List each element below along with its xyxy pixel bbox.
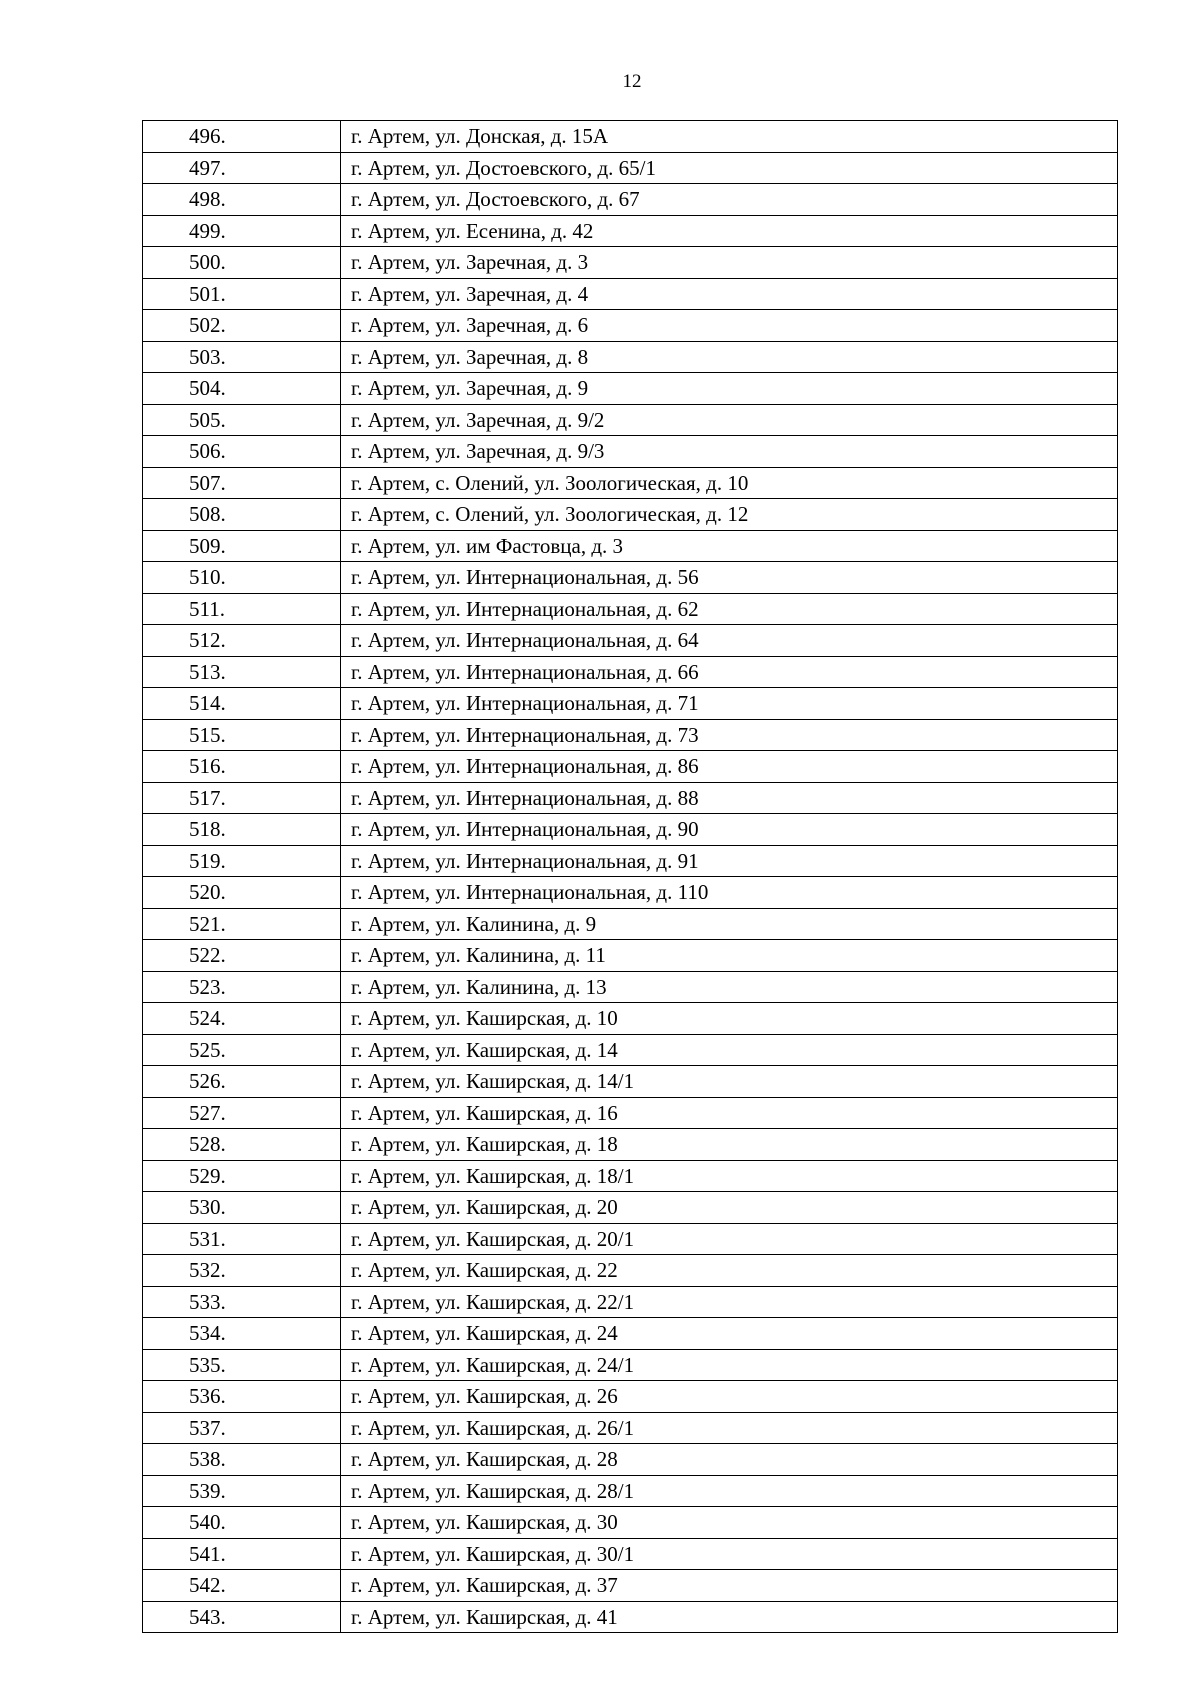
row-number-cell: 502. [143, 310, 341, 342]
table-row [143, 1286, 1118, 1318]
row-number-cell: 524. [143, 1003, 341, 1035]
row-number-cell: 498. [143, 184, 341, 216]
table-row [143, 940, 1118, 972]
row-number-cell: 500. [143, 247, 341, 279]
table-row [143, 1601, 1118, 1633]
table-row [143, 845, 1118, 877]
address-cell: г. Артем, ул. Заречная, д. 3 [341, 247, 1118, 279]
table-row [143, 625, 1118, 657]
table-row [143, 971, 1118, 1003]
table-row [143, 1507, 1118, 1539]
table-row [143, 1160, 1118, 1192]
address-cell: г. Артем, ул. Каширская, д. 30/1 [341, 1538, 1118, 1570]
address-cell: г. Артем, ул. Каширская, д. 22 [341, 1255, 1118, 1287]
table-row [143, 593, 1118, 625]
table-row [143, 1570, 1118, 1602]
row-number-cell: 533. [143, 1286, 341, 1318]
row-number-cell: 540. [143, 1507, 341, 1539]
address-cell: г. Артем, ул. Каширская, д. 28/1 [341, 1475, 1118, 1507]
row-number-cell: 508. [143, 499, 341, 531]
table-row [143, 1066, 1118, 1098]
table-row [143, 1034, 1118, 1066]
table-row [143, 184, 1118, 216]
table-row [143, 1475, 1118, 1507]
address-cell: г. Артем, ул. Калинина, д. 11 [341, 940, 1118, 972]
address-cell: г. Артем, ул. Достоевского, д. 67 [341, 184, 1118, 216]
row-number-cell: 527. [143, 1097, 341, 1129]
address-cell: г. Артем, ул. Есенина, д. 42 [341, 215, 1118, 247]
address-cell: г. Артем, ул. Каширская, д. 26 [341, 1381, 1118, 1413]
row-number-cell: 526. [143, 1066, 341, 1098]
address-cell: г. Артем, ул. Каширская, д. 37 [341, 1570, 1118, 1602]
row-number-cell: 521. [143, 908, 341, 940]
row-number-cell: 519. [143, 845, 341, 877]
row-number-cell: 505. [143, 404, 341, 436]
address-cell: г. Артем, ул. Интернациональная, д. 110 [341, 877, 1118, 909]
table-row [143, 1381, 1118, 1413]
table-row [143, 1003, 1118, 1035]
table-row [143, 373, 1118, 405]
row-number-cell: 509. [143, 530, 341, 562]
address-cell: г. Артем, ул. Каширская, д. 22/1 [341, 1286, 1118, 1318]
address-cell: г. Артем, ул. Интернациональная, д. 86 [341, 751, 1118, 783]
table-row [143, 310, 1118, 342]
address-cell: г. Артем, ул. Каширская, д. 16 [341, 1097, 1118, 1129]
row-number-cell: 528. [143, 1129, 341, 1161]
table-row [143, 467, 1118, 499]
row-number-cell: 539. [143, 1475, 341, 1507]
row-number-cell: 497. [143, 152, 341, 184]
row-number-cell: 515. [143, 719, 341, 751]
address-cell: г. Артем, с. Олений, ул. Зоологическая, д. 12 [341, 499, 1118, 531]
address-cell: г. Артем, ул. Заречная, д. 9 [341, 373, 1118, 405]
row-number-cell: 525. [143, 1034, 341, 1066]
table-row [143, 1538, 1118, 1570]
address-cell: г. Артем, ул. Каширская, д. 20 [341, 1192, 1118, 1224]
table-row [143, 656, 1118, 688]
row-number-cell: 517. [143, 782, 341, 814]
row-number-cell: 503. [143, 341, 341, 373]
table-row [143, 719, 1118, 751]
row-number-cell: 530. [143, 1192, 341, 1224]
table-row [143, 436, 1118, 468]
row-number-cell: 529. [143, 1160, 341, 1192]
table-row [143, 1223, 1118, 1255]
table-row [143, 877, 1118, 909]
row-number-cell: 513. [143, 656, 341, 688]
address-cell: г. Артем, ул. Заречная, д. 8 [341, 341, 1118, 373]
address-table-body [143, 121, 1118, 1633]
address-cell: г. Артем, ул. Каширская, д. 24/1 [341, 1349, 1118, 1381]
table-row [143, 1349, 1118, 1381]
address-cell: г. Артем, ул. Интернациональная, д. 90 [341, 814, 1118, 846]
address-table [142, 120, 1118, 1633]
address-cell: г. Артем, с. Олений, ул. Зоологическая, д. 10 [341, 467, 1118, 499]
address-cell: г. Артем, ул. Каширская, д. 10 [341, 1003, 1118, 1035]
row-number-cell: 511. [143, 593, 341, 625]
table-row [143, 1129, 1118, 1161]
address-cell: г. Артем, ул. Каширская, д. 41 [341, 1601, 1118, 1633]
row-number-cell: 538. [143, 1444, 341, 1476]
address-cell: г. Артем, ул. им Фастовца, д. 3 [341, 530, 1118, 562]
row-number-cell: 501. [143, 278, 341, 310]
row-number-cell: 522. [143, 940, 341, 972]
address-cell: г. Артем, ул. Каширская, д. 20/1 [341, 1223, 1118, 1255]
row-number-cell: 536. [143, 1381, 341, 1413]
page-number: 12 [622, 71, 642, 92]
address-cell: г. Артем, ул. Заречная, д. 9/2 [341, 404, 1118, 436]
row-number-cell: 518. [143, 814, 341, 846]
row-number-cell: 543. [143, 1601, 341, 1633]
address-cell: г. Артем, ул. Интернациональная, д. 88 [341, 782, 1118, 814]
table-row [143, 814, 1118, 846]
address-cell: г. Артем, ул. Заречная, д. 9/3 [341, 436, 1118, 468]
address-cell: г. Артем, ул. Достоевского, д. 65/1 [341, 152, 1118, 184]
table-row [143, 341, 1118, 373]
table-row [143, 1097, 1118, 1129]
row-number-cell: 514. [143, 688, 341, 720]
table-row [143, 1444, 1118, 1476]
address-cell: г. Артем, ул. Каширская, д. 24 [341, 1318, 1118, 1350]
address-cell: г. Артем, ул. Интернациональная, д. 73 [341, 719, 1118, 751]
row-number-cell: 520. [143, 877, 341, 909]
row-number-cell: 510. [143, 562, 341, 594]
table-row [143, 121, 1118, 153]
address-cell: г. Артем, ул. Интернациональная, д. 66 [341, 656, 1118, 688]
address-cell: г. Артем, ул. Калинина, д. 9 [341, 908, 1118, 940]
address-cell: г. Артем, ул. Заречная, д. 6 [341, 310, 1118, 342]
table-row [143, 1192, 1118, 1224]
address-cell: г. Артем, ул. Каширская, д. 14/1 [341, 1066, 1118, 1098]
table-row [143, 1318, 1118, 1350]
row-number-cell: 537. [143, 1412, 341, 1444]
address-cell: г. Артем, ул. Каширская, д. 30 [341, 1507, 1118, 1539]
table-row [143, 1255, 1118, 1287]
row-number-cell: 531. [143, 1223, 341, 1255]
address-cell: г. Артем, ул. Интернациональная, д. 91 [341, 845, 1118, 877]
row-number-cell: 516. [143, 751, 341, 783]
address-cell: г. Артем, ул. Калинина, д. 13 [341, 971, 1118, 1003]
table-row [143, 908, 1118, 940]
table-row [143, 530, 1118, 562]
table-row [143, 751, 1118, 783]
address-cell: г. Артем, ул. Каширская, д. 28 [341, 1444, 1118, 1476]
row-number-cell: 507. [143, 467, 341, 499]
row-number-cell: 504. [143, 373, 341, 405]
table-row [143, 215, 1118, 247]
row-number-cell: 506. [143, 436, 341, 468]
row-number-cell: 542. [143, 1570, 341, 1602]
row-number-cell: 496. [143, 121, 341, 153]
table-row [143, 1412, 1118, 1444]
row-number-cell: 534. [143, 1318, 341, 1350]
address-cell: г. Артем, ул. Донская, д. 15А [341, 121, 1118, 153]
table-row [143, 688, 1118, 720]
address-cell: г. Артем, ул. Интернациональная, д. 71 [341, 688, 1118, 720]
address-cell: г. Артем, ул. Интернациональная, д. 56 [341, 562, 1118, 594]
address-cell: г. Артем, ул. Интернациональная, д. 64 [341, 625, 1118, 657]
row-number-cell: 512. [143, 625, 341, 657]
table-row [143, 278, 1118, 310]
table-row [143, 499, 1118, 531]
row-number-cell: 532. [143, 1255, 341, 1287]
address-cell: г. Артем, ул. Каширская, д. 14 [341, 1034, 1118, 1066]
address-cell: г. Артем, ул. Интернациональная, д. 62 [341, 593, 1118, 625]
address-cell: г. Артем, ул. Каширская, д. 18/1 [341, 1160, 1118, 1192]
row-number-cell: 541. [143, 1538, 341, 1570]
address-cell: г. Артем, ул. Заречная, д. 4 [341, 278, 1118, 310]
table-row [143, 562, 1118, 594]
address-cell: г. Артем, ул. Каширская, д. 26/1 [341, 1412, 1118, 1444]
table-row [143, 782, 1118, 814]
table-row [143, 404, 1118, 436]
row-number-cell: 499. [143, 215, 341, 247]
row-number-cell: 523. [143, 971, 341, 1003]
table-row [143, 152, 1118, 184]
table-row [143, 247, 1118, 279]
row-number-cell: 535. [143, 1349, 341, 1381]
address-cell: г. Артем, ул. Каширская, д. 18 [341, 1129, 1118, 1161]
